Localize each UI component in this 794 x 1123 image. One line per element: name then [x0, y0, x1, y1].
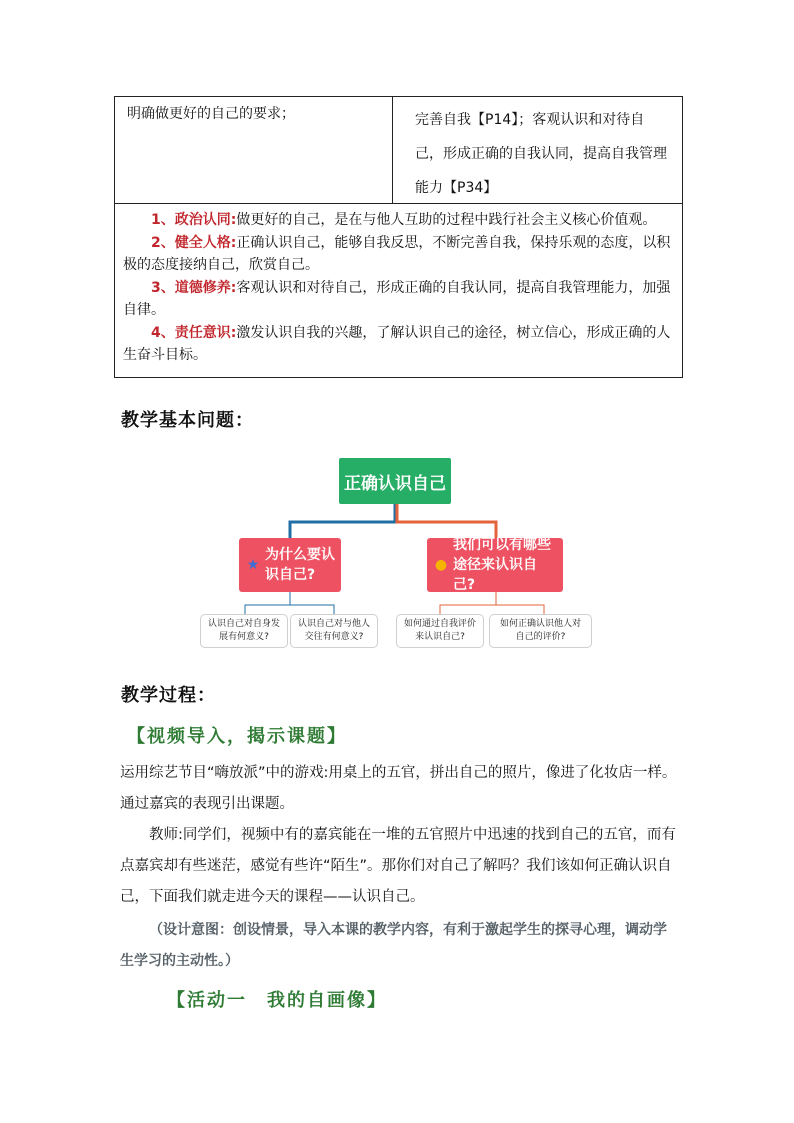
goals-table: [114, 96, 683, 378]
table-row: [115, 97, 682, 204]
diagram-node-why: [239, 538, 341, 592]
table-row: [115, 204, 682, 377]
diagram-node-how: [427, 538, 563, 592]
table-cell: 明确做更好的自己的要求；: [115, 97, 393, 203]
design-intent: [120, 915, 680, 977]
goal-item: 3、道德修养:客观认识和对待自己，形成正确的自我认同，提高自我管理能力，加强自律。: [123, 279, 671, 318]
diagram-node-label: 我们可以有哪些途径来认识自己?: [453, 537, 551, 593]
diagram-leaf: 如何通过自我评价来认识自己?: [396, 614, 484, 648]
diagram-leaf: 认识自己对与他人交往有何意义?: [290, 614, 378, 648]
heading-teaching-process: 教学过程：: [121, 685, 216, 706]
diagram-node-label: 为什么要认识自己?: [265, 547, 335, 583]
section-heading: 【活动一 我的自画像】: [167, 990, 387, 1011]
person-icon: ●: [434, 557, 448, 573]
diagram-leaf: 认识自己对自身发展有何意义?: [200, 614, 288, 648]
diagram-root-node: 正确认识自己: [339, 458, 451, 504]
heading-basic-questions: 教学基本问题：: [121, 410, 254, 431]
star-icon: ★: [246, 557, 260, 573]
diagram-leaf: 如何正确认识他人对自己的评价?: [489, 614, 592, 648]
section-heading: 【视频导入，揭示课题】: [127, 726, 347, 747]
design-text: （设计意图：创设情景，导入本课的教学内容，有利于激起学生的探寻心理，调动学生学习的主动性。）: [120, 922, 667, 969]
goal-item: 4、责任意识:激发认识自我的兴趣，了解认识自己的途径，树立信心，形成正确的人生奋斗目标。: [123, 324, 671, 363]
goal-item: 2、健全人格:正确认识自己，能够自我反思，不断完善自我，保持乐观的态度，以积极的态度接纳自己，欣赏自己。: [123, 234, 671, 273]
table-cell: 完善自我【P14】；客观认识和对待自己，形成正确的自我认同，提高自我管理能力【P34】: [415, 112, 667, 196]
intro-paragraph: 运用综艺节目“嗨放派”中的游戏:用桌上的五官，拼出自己的照片，像进了化妆店一样。通过嘉宾的表现引出课题。: [120, 765, 677, 812]
goal-item: 1、政治认同:做更好的自己，是在与他人互助的过程中践行社会主义核心价值观。: [151, 212, 657, 228]
paragraph: [120, 758, 680, 913]
teacher-paragraph: 教师:同学们，视频中有的嘉宾能在一堆的五官照片中迅速的找到自己的五官，而有点嘉宾却有些迷茫，感觉有些许“陌生”。那你们对自己了解吗？我们该如何正确认识自己，下面我们就走进今天的课程——认识自己。: [120, 827, 676, 905]
concept-diagram: [200, 458, 594, 648]
